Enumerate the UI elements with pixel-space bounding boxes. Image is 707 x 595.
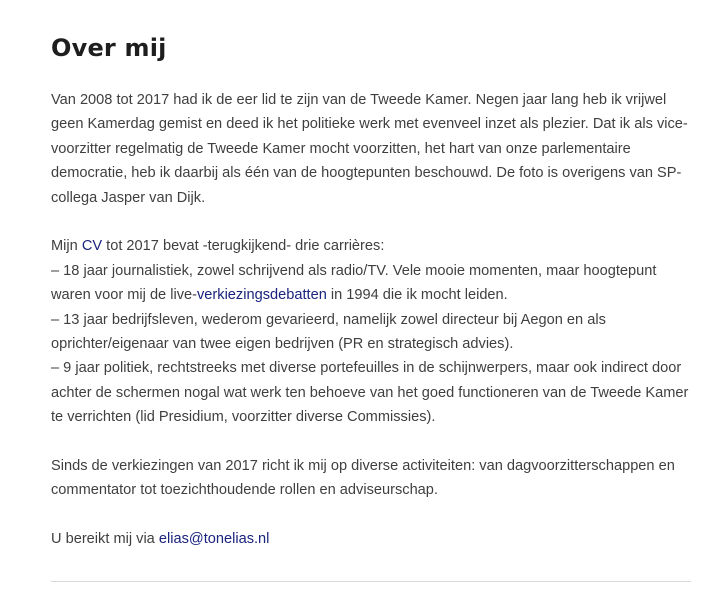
activities-paragraph	[51, 454, 691, 503]
intro-line: Van 2008 tot 2017 had ik de eer lid te zijn van de Tweede Kamer. Negen jaar lang heb ik vrijwel	[51, 92, 667, 108]
career-intro-pre: Mijn	[51, 238, 82, 255]
career-item-politics: – 9 jaar politiek, rechtstreeks met diverse portefeuilles in de schijnwerpers, maar ook indirect door	[51, 360, 682, 377]
career-paragraph	[51, 234, 691, 429]
career-intro-line	[51, 234, 691, 258]
intro-line: collega Jasper van Dijk.	[51, 189, 206, 206]
intro-line: voorzitter regelmatig de Tweede Kamer mocht voorzitten, het hart van onze parlementaire	[51, 140, 631, 157]
activities-line: commentator tot toezichthoudende rollen en adviseurschap.	[51, 482, 438, 499]
career-item-politics-cont: te verrichten (lid Presidium, voorzitter diverse Commissies).	[51, 409, 436, 426]
journalism-text-pre: waren voor mij de live-	[51, 287, 197, 304]
career-item-politics-cont: achter de schermen nogal wat werk ten behoeve van het goed functioneren van de Tweede Kamer	[51, 384, 689, 401]
email-link[interactable]: elias@tonelias.nl	[158, 531, 270, 548]
contact-paragraph	[51, 527, 691, 551]
cv-link[interactable]: CV	[81, 238, 103, 255]
contact-line	[51, 527, 691, 551]
election-debates-link[interactable]: verkiezingsdebatten	[197, 287, 327, 304]
activities-line: Sinds de verkiezingen van 2017 richt ik mij op diverse activiteiten: van dagvoorzitterschappen en	[51, 458, 675, 475]
career-intro-post: tot 2017 bevat -terugkijkend- drie carrières:	[102, 238, 385, 255]
career-item-business: – 13 jaar bedrijfsleven, wederom gevarieerd, namelijk zowel directeur bij Aegon en als	[51, 311, 606, 328]
page-title: Over mij	[51, 34, 167, 62]
section-divider	[51, 581, 691, 582]
career-item-business-cont: oprichter/eigenaar van twee eigen bedrijven (PR en strategisch advies).	[51, 336, 514, 353]
about-content	[51, 88, 691, 576]
contact-prefix: U bereikt mij via	[51, 531, 159, 548]
intro-paragraph	[51, 88, 691, 210]
career-item-journalism-cont	[51, 283, 691, 307]
intro-line: democratie, heb ik daarbij als één van de hoogtepunten beschouwd. De foto is overigens van SP-	[51, 165, 682, 182]
career-item-journalism: – 18 jaar journalistiek, zowel schrijvend als radio/TV. Vele mooie momenten, maar hoogtepunt	[51, 262, 657, 279]
journalism-text-post: in 1994 die ik mocht leiden.	[326, 287, 508, 304]
intro-line: geen Kamerdag gemist en deed ik het politieke werk met evenveel inzet als plezier. Dat ik als vice-	[51, 116, 688, 133]
